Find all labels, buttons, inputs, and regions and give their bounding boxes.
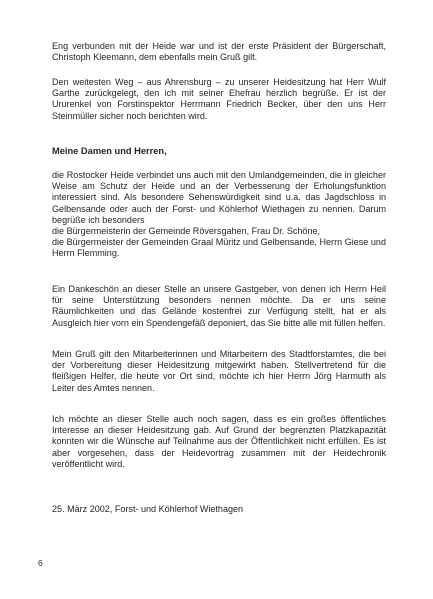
welcome-line-roevershagen: die Bürgermeisterin der Gemeinde Röversgahen, Frau Dr. Schöne, xyxy=(52,226,321,237)
welcome-line-graal-mueritz: die Bürgermeister der Gemeinden Graal Müritz und Gelbensande, Herrn Giese und Herrn Flemming. xyxy=(52,237,386,259)
salutation-heading: Meine Damen und Herren, xyxy=(52,146,167,156)
dateline: 25. März 2002, Forst- und Köhlerhof Wiethagen xyxy=(52,504,244,514)
welcome-intro: die Rostocker Heide verbindet uns auch mit den Umlandgemeinden, die in gleicher Weise am Schutz der Heide und an der Verbesserung der Erholungsfunktion interessiert sind. Als besondere Sehenswürdigkeit sind u.a. das Jagdschloss in Gelbensande oder auch der Forst- und Köhlerhof Wiethagen zu nennen. Darum begrüße ich besonders xyxy=(52,170,386,225)
paragraph-dankeschoen: Ein Dankeschön an dieser Stelle an unsere Gastgeber, von denen ich Herrn Heil für seine Unterstützung besonders nennen möchte. Da er uns seine Räumlichkeiten und das Gelände kostenfrei zur Verfügung stellt, hat er als Ausgleich hier vorn ein Spendengefäß deponiert, das Sie bitte alle mit füllen helfen. xyxy=(52,284,386,328)
paragraph-umlandgemeinden xyxy=(52,170,386,260)
paragraph-mitarbeiter: Mein Gruß gilt den Mitarbeiterinnen und Mitarbeitern des Stadtforstamtes, die bei der Vorbereitung dieser Heidesitzung mitgewirkt haben. Stellvertretend für die fleißigen Helfer, die heute vor Ort sind, möchte ich hier Herrn Jörg Harmuth als Leiter des Amtes nennen. xyxy=(52,349,386,393)
paragraph-garthe: Den weitesten Weg – aus Ahrensburg – zu unserer Heidesitzung hat Herr Wulf Garthe zurückgelegt, den ich mit seiner Ehefrau herzlich begrüße. Er ist der Ururenkel von Forstinspektor Herrmann Friedrich Becker, über den uns Herr Steinmüller sicher noch berichten wird. xyxy=(52,77,386,121)
paragraph-kleemann: Eng verbunden mit der Heide war und ist der erste Präsident der Bürgerschaft, Christoph Kleemann, dem ebenfalls mein Gruß gilt. xyxy=(52,41,386,63)
paragraph-oeffentlichkeit: Ich möchte an dieser Stelle auch noch sagen, dass es ein großes öffentliches Interesse an dieser Heidesitzung gab. Auf Grund der begrenzten Platzkapazität konnten wir die Wünsche auf Teilnahme aus der Öffentlichkeit nicht erfüllen. Es ist aber vorgesehen, dass der Heidevortrag zusammen mit der Heidechronik veröffentlicht wird. xyxy=(52,414,386,469)
page-number: 6 xyxy=(38,558,43,568)
